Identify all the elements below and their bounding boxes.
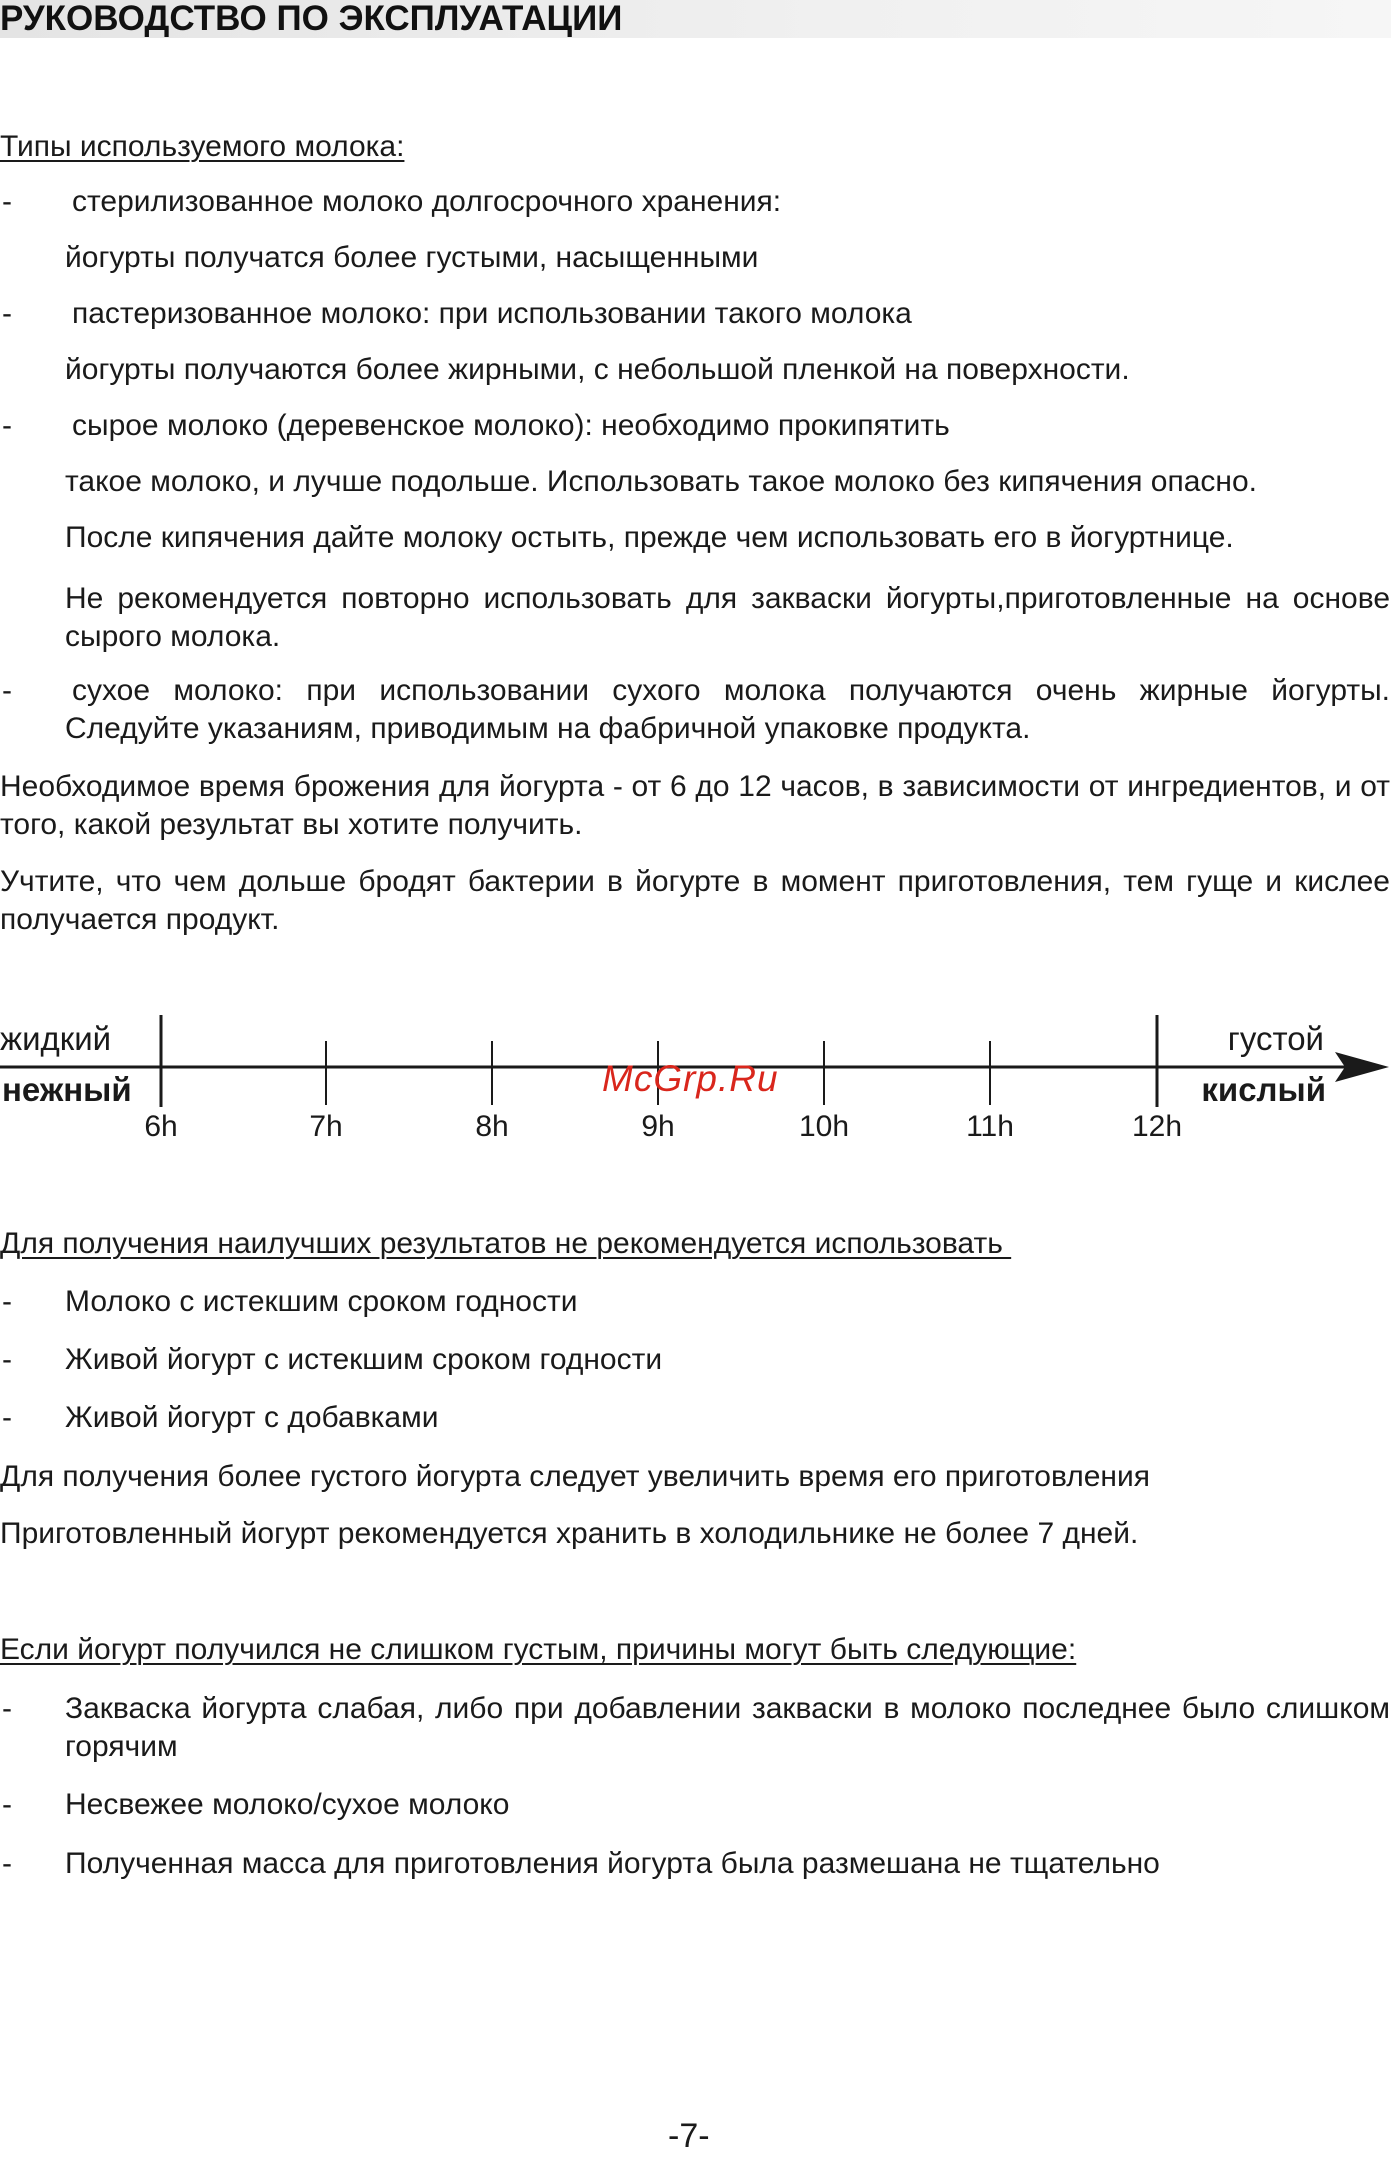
list-bullet: - <box>2 1401 12 1434</box>
list-item-continuation: йогурты получатся более густыми, насыщенными <box>65 241 759 274</box>
page-number: -7- <box>668 2117 710 2155</box>
header-bar <box>0 0 1391 38</box>
avoid-heading: Для получения наилучших результатов не рекомендуется использовать <box>0 1227 1012 1260</box>
list-bullet: - <box>2 1692 12 1725</box>
list-bullet: - <box>2 297 12 330</box>
list-item-continuation: После кипячения дайте молоку остыть, прежде чем использовать его в йогуртнице. <box>65 521 1234 554</box>
thicker-tip-text: Для получения более густого йогурта следует увеличить время его приготовления <box>0 1460 1151 1493</box>
list-bullet: - <box>2 1343 12 1376</box>
tick-label: 12h <box>1131 1110 1183 1143</box>
list-item-continuation: Не рекомендуется повторно использовать для закваски йогурты,приготовленные на основе сырого молока. <box>65 582 1390 653</box>
list-item: стерилизованное молоко долгосрочного хранения: <box>72 185 782 218</box>
tick-label: 7h <box>309 1110 343 1143</box>
scale-label-mild: нежный <box>2 1071 132 1108</box>
storage-tip-text: Приготовленный йогурт рекомендуется хранить в холодильнике не более 7 дней. <box>0 1517 1139 1550</box>
tick-label: 10h <box>798 1110 850 1143</box>
fermentation-time-text: Необходимое время брожения для йогурта - от 6 до 12 часов, в зависимости от ингредиентов, и от того, какой результат вы хотите получить. <box>0 770 1390 841</box>
list-item: Живой йогурт с истекшим сроком годности <box>65 1343 663 1376</box>
tick-label: 11h <box>966 1110 1014 1143</box>
list-item: Живой йогурт с добавками <box>65 1401 439 1434</box>
list-item: сухое молоко: при использовании сухого молока получаются очень жирные йогурты. Следуйте указаниям, приводимым на фабричной упаковке продукта. <box>65 674 1390 745</box>
list-bullet: - <box>2 1285 12 1318</box>
scale-label-sour: кислый <box>1201 1071 1326 1108</box>
list-bullet: - <box>2 1847 12 1880</box>
milk-heading: Типы используемого молока: <box>0 130 405 163</box>
list-item: пастеризованное молоко: при использовании такого молока <box>72 297 912 330</box>
list-item-continuation: такое молоко, и лучше подольше. Использовать такое молоко без кипячения опасно. <box>65 465 1257 498</box>
fermentation-note-text: Учтите, что чем дольше бродят бактерии в йогурте в момент приготовления, тем гуще и кислее получается продукт. <box>0 865 1390 936</box>
tick-label: 6h <box>144 1110 178 1143</box>
list-bullet: - <box>2 409 12 442</box>
list-item: Молоко с истекшим сроком годности <box>65 1285 578 1318</box>
list-item: Закваска йогурта слабая, либо при добавлении закваски в молоко последнее было слишком горячим <box>65 1692 1390 1763</box>
watermark: McGrp.Ru <box>602 1058 779 1099</box>
list-item: Несвежее молоко/сухое молоко <box>65 1788 510 1821</box>
list-item: сырое молоко (деревенское молоко): необходимо прокипятить <box>72 409 950 442</box>
list-item-continuation: йогурты получаются более жирными, с небольшой пленкой на поверхности. <box>65 353 1130 386</box>
page-title: РУКОВОДСТВО ПО ЭКСПЛУАТАЦИИ <box>0 0 623 38</box>
list-item: Полученная масса для приготовления йогурта была размешана не тщательно <box>65 1847 1160 1880</box>
scale-label-liquid: жидкий <box>0 1020 112 1057</box>
tick-label: 8h <box>475 1110 509 1143</box>
tick-label: 9h <box>641 1110 675 1143</box>
list-bullet: - <box>2 185 12 218</box>
reasons-heading: Если йогурт получился не слишком густым, причины могут быть следующие: <box>0 1633 1077 1666</box>
list-bullet: - <box>2 674 12 707</box>
list-bullet: - <box>2 1788 12 1821</box>
scale-label-thick: густой <box>1227 1020 1324 1057</box>
